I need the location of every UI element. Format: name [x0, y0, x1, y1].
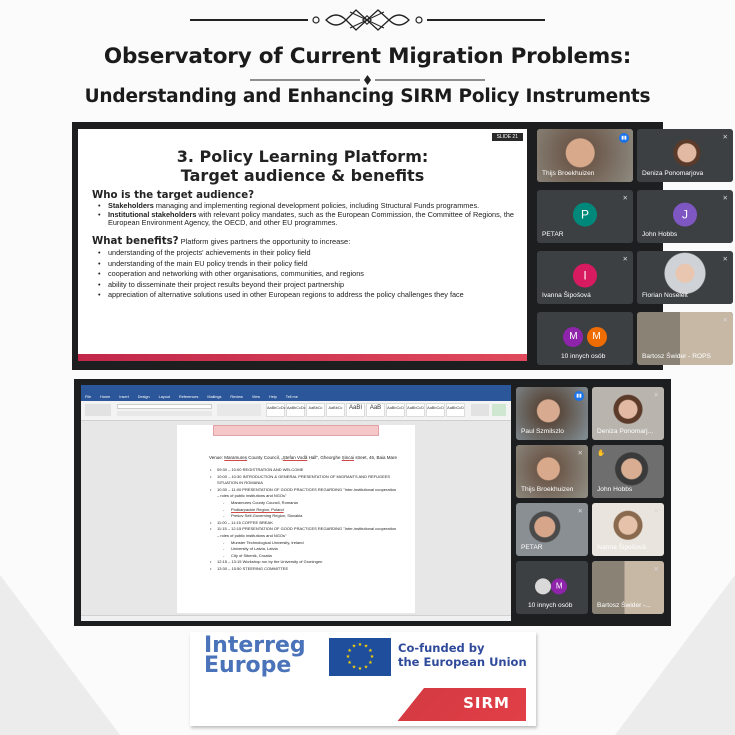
menu-item[interactable]: Insert [119, 395, 129, 399]
venue-text: Ștefan Vodă [282, 455, 308, 460]
venue-label: Venue: [209, 455, 225, 460]
svg-text:★: ★ [347, 660, 352, 666]
svg-text:★: ★ [351, 664, 357, 671]
agenda-item-continuation: – roles of public institutions and NGOs" [217, 532, 287, 538]
menu-item[interactable]: Review [230, 395, 243, 399]
participant-name: 10 innych osób [561, 353, 606, 360]
slide-title-line-2: Target audience & benefits [180, 166, 425, 185]
sirm-logo-white-shape [204, 688, 424, 721]
participant-name: PETAR [521, 544, 543, 551]
paragraph-buttons[interactable] [217, 404, 261, 416]
list-item-text: managing and implementing regional development policies, including Structural Funds programmes. [153, 201, 480, 210]
participant-name: Deniza Ponomarjova [642, 170, 704, 177]
participant-tile-others[interactable] [537, 312, 633, 365]
style-gallery-item[interactable]: AaBbCc [326, 403, 345, 417]
ornament-top [190, 6, 545, 34]
menu-item[interactable]: Mailings [207, 395, 222, 399]
page-title-line-2: Understanding and Enhancing SIRM Policy Instruments [84, 86, 651, 107]
agenda-subitem: - University of Latvia, Latvia [209, 546, 409, 553]
mic-muted-icon: ✕ [722, 256, 728, 263]
venue-text: Șincai [341, 455, 354, 460]
slide-section-heading [92, 235, 517, 248]
style-gallery-item[interactable]: AaBbCcDc [266, 403, 285, 417]
target-audience-list [98, 202, 517, 228]
mic-muted-icon: ✕ [653, 566, 659, 573]
participant-name: John Hobbs [642, 231, 678, 238]
mic-muted-icon: ✕ [622, 256, 628, 263]
list-item-text: with relevant policy mandates, such as the European Commission, the Committee of Regions, the European Environment Agency, the OECD, and other EU programmes. [108, 209, 514, 228]
mic-muted-icon: ✕ [577, 450, 583, 457]
benefits-heading: What benefits? [92, 236, 179, 248]
mic-muted-icon: ✕ [722, 317, 728, 324]
participant-avatar [535, 578, 551, 594]
participant-avatar: M [587, 327, 607, 347]
participant-tile[interactable] [537, 251, 633, 304]
list-item [98, 211, 517, 228]
interreg-europe-logo [204, 633, 306, 678]
agenda-item: • 09:30 – 10:00 REGISTRATION AND WELCOME [209, 467, 409, 474]
svg-text:★: ★ [368, 660, 373, 666]
agenda-item: • 11:15 – 12:15 PRESENTATION OF GOOD PRACTICES REGARDING "Inter-institutional cooperation [209, 526, 409, 533]
ornament-divider [250, 74, 485, 86]
participant-avatar: M [563, 327, 583, 347]
agenda-subitem: - Prešov Self-Governing Region, Slovakia [209, 513, 409, 520]
page-header-banner [213, 425, 379, 436]
sirm-logo-text: SIRM [463, 694, 510, 712]
menu-item[interactable]: Design [137, 395, 150, 399]
svg-text:★: ★ [357, 666, 363, 672]
participant-tile[interactable] [537, 190, 633, 243]
font-selector[interactable] [117, 404, 212, 409]
venue-text: Maramureș [224, 455, 248, 460]
participant-tile[interactable] [637, 190, 733, 243]
participant-tile[interactable] [637, 312, 733, 365]
menu-item[interactable]: View [251, 395, 260, 399]
agenda-item: • 12:15 – 13:15 Workshop run by the University of Groningen [209, 559, 409, 566]
participant-tile[interactable] [637, 129, 733, 182]
participant-name: Paul Szmilszlo [521, 428, 564, 435]
svg-text:★: ★ [347, 648, 352, 654]
menu-item[interactable]: File [85, 395, 92, 399]
svg-text:★: ★ [351, 643, 357, 650]
participant-tile[interactable] [592, 387, 664, 440]
style-gallery-item[interactable]: AaBbCcD [446, 403, 465, 417]
slide-title [78, 147, 527, 185]
slide-section-heading: Who is the target audience? [92, 190, 255, 201]
eu-flag-icon [329, 638, 391, 676]
slide-footer-bar [78, 354, 527, 361]
meeting-screenshot-1 [72, 122, 728, 370]
svg-text:★: ★ [369, 654, 375, 660]
mic-muted-icon: ✕ [653, 392, 659, 399]
editing-buttons[interactable] [471, 404, 489, 416]
agenda-item: • 10:00 – 10:30 INTRODUCTION & GENERAL PRESENTATION OF MIGRANTS AND REFUGEES [209, 474, 409, 481]
document-page[interactable] [177, 425, 415, 613]
cofunded-text [398, 641, 527, 669]
participant-tile[interactable] [516, 445, 588, 498]
style-gallery-item[interactable]: AaBbCcD [386, 403, 405, 417]
participant-tile[interactable] [592, 561, 664, 614]
participant-avatar: I [573, 263, 597, 287]
agenda-item-continuation: – roles of public institutions and NGOs" [217, 493, 287, 499]
agenda-item: • 10:30 – 11:00 PRESENTATION OF GOOD PRACTICES REGARDING "Inter-institutional cooperation [209, 487, 409, 494]
presentation-slide [78, 129, 527, 361]
speaking-indicator-icon: ▮▮ [619, 133, 629, 143]
list-item: • cooperation and networking with other organisations, communities, and regions [98, 269, 517, 280]
list-item-bold: Institutional stakeholders [108, 209, 197, 219]
participant-tile[interactable] [592, 445, 664, 498]
venue-text: County Council, „ [247, 455, 283, 460]
participant-avatar: J [673, 202, 697, 226]
interreg-logo-line-1: Interreg [204, 633, 306, 658]
list-item: • understanding of the projects' achievements in their policy field [98, 248, 517, 259]
sirm-logo-bar [204, 688, 526, 721]
menu-item[interactable]: Home [100, 395, 111, 399]
participant-tile[interactable] [592, 503, 664, 556]
style-gallery-item[interactable]: AaBI [346, 403, 365, 417]
speaking-indicator-icon: ▮▮ [574, 391, 584, 401]
meeting-screenshot-2 [74, 379, 671, 626]
list-item: • understanding of the main EU policy trends in their policy field [98, 259, 517, 270]
list-item: • ability to disseminate their project results beyond their project partnership [98, 280, 517, 291]
participant-name: Thijs Broekhuizen [542, 170, 595, 177]
svg-text:★: ★ [363, 664, 369, 671]
font-format-buttons[interactable] [117, 411, 212, 416]
style-gallery-item[interactable]: AaBbCcD [426, 403, 445, 417]
paste-button[interactable] [85, 404, 111, 416]
funding-logos [190, 632, 536, 726]
style-gallery-item[interactable]: AaBbCcD [406, 403, 425, 417]
participant-tile[interactable] [537, 129, 633, 182]
participant-name: Ivanna Šipošová [542, 292, 591, 299]
agenda-item: • 11:00 – 11:15 COFFEE BREAK [209, 520, 409, 527]
participant-avatar: M [551, 578, 567, 594]
slide-title-line-1: 3. Policy Learning Platform: [176, 147, 429, 166]
benefits-intro: Platform gives partners the opportunity to increase: [178, 237, 351, 247]
participant-name: Bartosz Świder - ROPS [642, 353, 711, 360]
style-gallery-item[interactable]: AaBbCcDc [286, 403, 305, 417]
menu-item[interactable]: Layout [158, 395, 170, 399]
participant-tile-others[interactable] [516, 561, 588, 614]
cofunded-line-2: the European Union [398, 655, 527, 669]
page-title-line-1: Observatory of Current Migration Problems: [103, 44, 632, 69]
agenda-subitem: - Maramureș County Council, Romania [209, 500, 409, 507]
participant-name: Thijs Broekhuizen [521, 486, 574, 493]
list-item: • appreciation of alternative solutions used in other European regions to address the policy challenges they face [98, 290, 517, 301]
word-document-window [81, 385, 511, 621]
participant-name: Deniza Ponomarj... [597, 428, 654, 435]
word-status-bar [81, 615, 511, 621]
menu-item[interactable]: Tell me [285, 395, 298, 399]
participant-avatar: P [573, 202, 597, 226]
mic-muted-icon: ✕ [722, 195, 728, 202]
style-gallery-item[interactable]: AaB [366, 403, 385, 417]
dictate-button[interactable] [492, 404, 506, 416]
word-title-bar [81, 385, 511, 394]
slide-body [92, 189, 517, 301]
participant-tile[interactable] [637, 251, 733, 304]
participant-name: Bartosz Świder -... [597, 602, 651, 609]
agenda-item-continuation: SITUATION IN ROMANIA [217, 480, 263, 486]
menu-item[interactable]: References [179, 395, 199, 399]
svg-text:★: ★ [357, 642, 363, 648]
agenda-list [209, 467, 409, 573]
svg-text:★: ★ [345, 654, 351, 660]
interreg-logo-line-2: Europe [204, 653, 292, 678]
word-ribbon [81, 401, 511, 421]
benefits-list [98, 248, 517, 301]
mic-muted-icon: ✕ [722, 134, 728, 141]
participant-name: Ivanna Šipošová [597, 544, 646, 551]
participant-tile[interactable] [516, 387, 588, 440]
svg-text:★: ★ [368, 648, 373, 654]
style-gallery-item[interactable]: AaBbCc [306, 403, 325, 417]
participant-name: Florian Noseleit [642, 292, 688, 299]
agenda-subitem: - Podkarpackie Region, Poland [209, 507, 409, 514]
mic-muted-icon: ✕ [622, 195, 628, 202]
cofunded-line-1: Co-funded by [398, 641, 485, 655]
agenda-item: • 13:30 – 15:50 STEERING COMMITTEE [209, 566, 409, 573]
mic-muted-icon: ✕ [577, 508, 583, 515]
participant-name: PETAR [542, 231, 564, 238]
venue-text: Hall", Gheorghe [307, 455, 342, 460]
agenda-venue [209, 455, 397, 460]
agenda-subitem: - Munster Technological University, Ireland [209, 540, 409, 547]
menu-item[interactable]: Help [268, 395, 277, 399]
mic-muted-icon: ✕ [653, 508, 659, 515]
venue-text: street, 46, Baia Mare [353, 455, 397, 460]
svg-text:★: ★ [363, 643, 369, 650]
slide-number-tag: SLIDE 21 [492, 133, 523, 141]
list-item-bold: Stakeholders [108, 201, 154, 210]
participant-tile[interactable] [516, 503, 588, 556]
raise-hand-icon: ✋ [597, 450, 606, 457]
participant-name: John Hobbs [597, 486, 633, 493]
participant-name: 10 innych osób [528, 602, 573, 609]
word-menu-bar [81, 394, 511, 401]
agenda-subitem: - City of Sibenik, Croatia [209, 553, 409, 560]
